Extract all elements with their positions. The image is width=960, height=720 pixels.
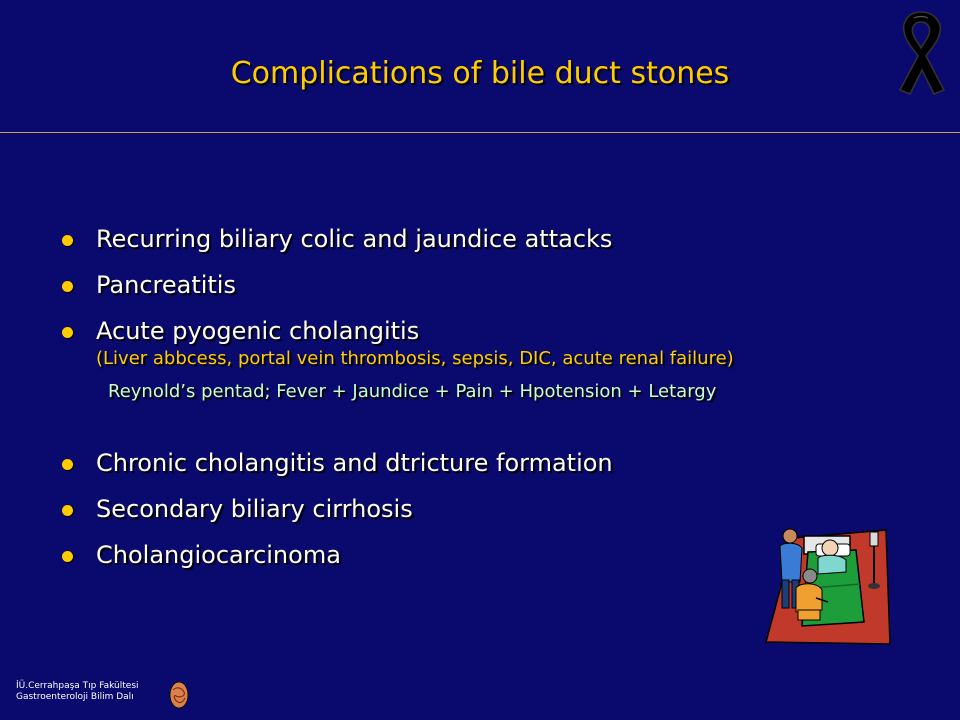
bullet-subtext: (Liver abbcess, portal vein thrombosis, sepsis, DIC, acute renal failure) [96,348,734,369]
bullet-text: Cholangiocarcinoma [96,541,341,569]
bullet-text: Recurring biliary colic and jaundice attacks [96,225,613,253]
bullet-text: Secondary biliary cirrhosis [96,495,413,523]
bullet-text: Pancreatitis [96,271,236,299]
bullet-icon [62,459,73,470]
list-item [60,222,920,256]
list-item [60,268,920,302]
bullet-text: Acute pyogenic cholangitis [96,317,420,345]
footer-line-1: İÜ.Cerrahpaşa Tıp Fakültesi [16,681,139,691]
slide-title: Complications of bile duct stones [230,56,730,91]
digestive-system-logo-icon [168,680,190,710]
bullet-icon [62,551,73,562]
bullet-text: Chronic cholangitis and dtricture formation [96,449,613,477]
bullet-icon [62,281,73,292]
bullet-icon [62,235,73,246]
spacer [60,404,920,446]
bullet-icon [62,327,73,338]
list-item [60,446,920,480]
footer-line-2: Gastroenteroloji Bilim Dalı [16,692,134,702]
hospital-bed-clipart [756,518,892,646]
title-divider [0,132,960,133]
list-item [60,314,920,370]
reynolds-pentad-text: Reynold’s pentad; Fever + Jaundice + Pain + Hpotension + Letargy [108,381,717,402]
footer-institution [16,681,139,703]
bullet-icon [62,505,73,516]
